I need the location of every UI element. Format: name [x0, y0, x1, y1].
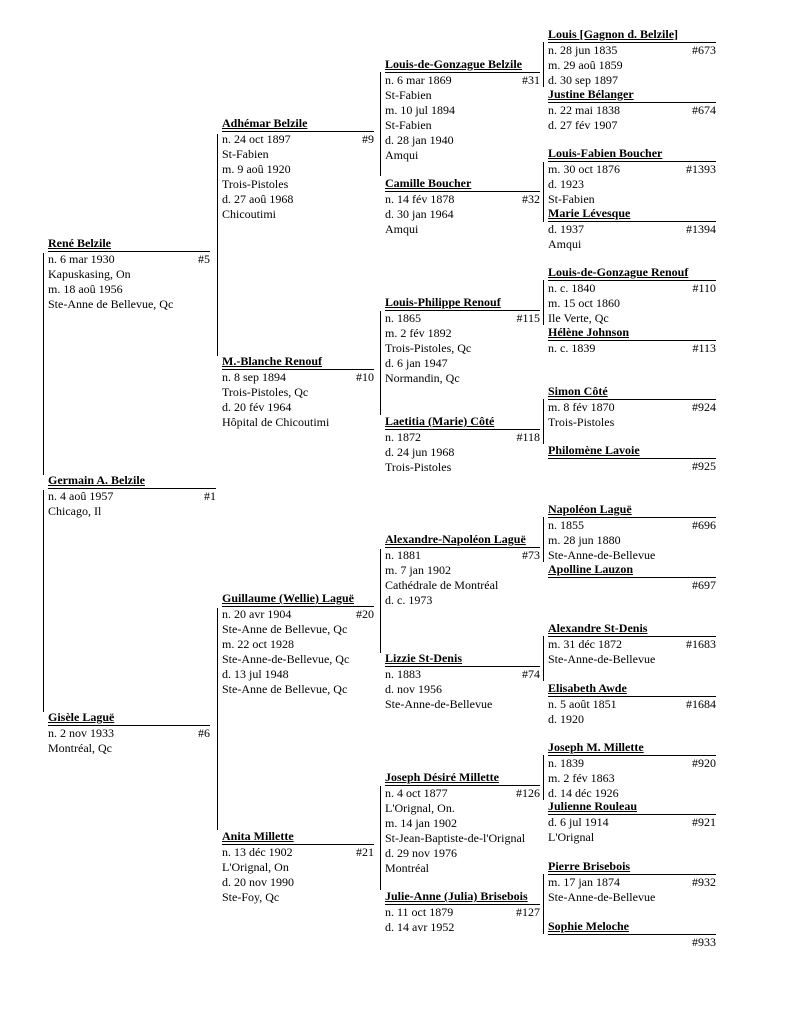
person-number: #127	[516, 905, 540, 919]
person-detail: Kapuskasing, On	[48, 267, 131, 281]
person-detail-line	[222, 875, 374, 890]
person-name: Lizzie St-Denis	[385, 651, 462, 665]
person-detail-line	[48, 251, 210, 267]
person-detail: Ste-Anne de Bellevue, Qc	[222, 682, 348, 696]
person-detail-line	[385, 88, 540, 103]
person-detail-line	[548, 533, 716, 548]
person-detail: d. 14 avr 1952	[385, 920, 455, 934]
person-box	[385, 295, 540, 386]
person-detail: Ste-Anne de Bellevue, Qc	[222, 622, 348, 636]
person-name: Julienne Rouleau	[548, 799, 638, 813]
person-detail-line	[222, 385, 374, 400]
connector-line	[543, 399, 544, 444]
person-detail-line	[222, 622, 374, 637]
person-name: Julie-Anne (Julia) Brisebois	[385, 889, 528, 903]
person-box	[548, 859, 716, 905]
person-box	[548, 27, 716, 88]
person-detail: m. 22 oct 1928	[222, 637, 294, 651]
person-detail: d. 27 aoû 1968	[222, 192, 294, 206]
person-detail: L'Orignal, On	[222, 860, 289, 874]
person-detail: n. 4 aoû 1957	[48, 489, 114, 503]
person-box	[548, 740, 716, 801]
person-detail-line	[385, 578, 540, 593]
person-name: Alexandre St-Denis	[548, 621, 648, 635]
person-detail: St-Fabien	[385, 118, 432, 132]
person-detail: m. 31 déc 1872	[548, 637, 622, 651]
person-detail-line	[548, 296, 716, 311]
person-detail: n. 5 août 1851	[548, 697, 617, 711]
person-detail: Ste-Anne de Bellevue, Qc	[48, 297, 174, 311]
person-detail: m. 14 jan 1902	[385, 816, 457, 830]
person-detail: d. 14 déc 1926	[548, 786, 619, 800]
person-detail: n. 20 avr 1904	[222, 607, 292, 621]
person-name: Simon Côté	[548, 384, 608, 398]
person-detail: d. 13 jul 1948	[222, 667, 289, 681]
connector-line	[380, 549, 381, 653]
person-number: #697	[692, 578, 716, 592]
person-detail-line	[385, 148, 540, 163]
person-detail: d. 1923	[548, 177, 584, 191]
person-detail: n. 2 nov 1933	[48, 726, 114, 740]
person-detail-line	[385, 816, 540, 831]
person-detail: Ile Verte, Qc	[548, 311, 609, 325]
person-detail-line	[222, 606, 374, 622]
person-detail: d. 29 nov 1976	[385, 846, 457, 860]
person-box	[48, 236, 210, 312]
person-detail-line	[222, 147, 374, 162]
person-number: #933	[692, 935, 716, 949]
person-number: #696	[692, 518, 716, 532]
person-detail-line	[385, 785, 540, 801]
person-detail: Trois-Pistoles, Qc	[222, 385, 309, 399]
person-name: Louis-de-Gonzague Belzile	[385, 57, 522, 71]
person-box	[548, 206, 716, 252]
person-number: #673	[692, 43, 716, 57]
person-detail-line	[385, 831, 540, 846]
person-detail-line	[48, 267, 210, 282]
person-number: #925	[692, 459, 716, 473]
person-detail: Trois-Pistoles	[222, 177, 289, 191]
person-box	[222, 829, 374, 905]
person-detail-line	[548, 118, 716, 133]
person-detail-line	[548, 399, 716, 415]
person-detail: n. 28 jun 1835	[548, 43, 618, 57]
person-number: #31	[522, 73, 540, 87]
person-detail-line	[385, 460, 540, 475]
person-box	[548, 384, 716, 430]
person-name: Marie Lévesque	[548, 206, 631, 220]
person-detail-line	[548, 73, 716, 88]
person-detail-line	[548, 517, 716, 533]
person-detail-line	[385, 904, 540, 920]
person-name: Louis-Philippe Renouf	[385, 295, 501, 309]
person-detail: d. 30 sep 1897	[548, 73, 618, 87]
person-name: Hélène Johnson	[548, 325, 630, 339]
person-detail: n. 14 fév 1878	[385, 192, 455, 206]
person-detail-line	[222, 415, 374, 430]
person-detail-line	[548, 755, 716, 771]
person-box	[385, 889, 540, 935]
person-detail-line	[48, 297, 210, 312]
person-name: Camille Boucher	[385, 176, 472, 190]
connector-line	[380, 311, 381, 415]
person-detail: n. 8 sep 1894	[222, 370, 286, 384]
person-number: #20	[356, 607, 374, 621]
person-detail: d. 1920	[548, 712, 584, 726]
person-detail: Cathédrale de Montréal	[385, 578, 499, 592]
person-detail: Amqui	[385, 148, 419, 162]
person-detail-line	[548, 340, 716, 356]
person-detail: n. 1855	[548, 518, 584, 532]
person-detail: n. c. 1839	[548, 341, 596, 355]
person-detail: L'Orignal	[548, 830, 595, 844]
person-name: Anita Millette	[222, 829, 294, 843]
person-detail-line	[385, 310, 540, 326]
connector-line	[543, 162, 544, 222]
person-box	[385, 414, 540, 475]
person-detail-line	[548, 192, 716, 207]
person-detail-line	[385, 861, 540, 876]
connector-line	[543, 636, 544, 681]
person-detail-line	[548, 771, 716, 786]
person-detail: m. 17 jan 1874	[548, 875, 620, 889]
person-detail-line	[222, 667, 374, 682]
person-detail-line	[548, 652, 716, 667]
person-detail: n. 1872	[385, 430, 421, 444]
person-detail: m. 10 jul 1894	[385, 103, 456, 117]
person-detail: m. 29 aoû 1859	[548, 58, 623, 72]
person-detail-line	[48, 725, 210, 741]
person-detail-line	[548, 221, 716, 237]
person-number: #674	[692, 103, 716, 117]
person-box	[548, 502, 716, 563]
person-detail: d. c. 1973	[385, 593, 433, 607]
person-detail-line	[385, 697, 540, 712]
person-number: #1	[204, 489, 216, 503]
person-detail-line	[548, 712, 716, 727]
person-name: René Belzile	[48, 236, 111, 250]
person-detail: d. 20 nov 1990	[222, 875, 294, 889]
person-box	[385, 176, 540, 237]
person-detail: m. 2 fév 1892	[385, 326, 452, 340]
person-number: #115	[516, 311, 540, 325]
person-name: M.-Blanche Renouf	[222, 354, 322, 368]
person-detail-line	[548, 636, 716, 652]
person-detail: Montréal	[385, 861, 429, 875]
person-detail: n. 24 oct 1897	[222, 132, 291, 146]
person-number: #10	[356, 370, 374, 384]
person-detail-line	[385, 191, 540, 207]
person-detail: m. 2 fév 1863	[548, 771, 615, 785]
connector-line	[543, 517, 544, 562]
connector-line	[43, 253, 44, 475]
person-detail-line	[385, 920, 540, 935]
person-box	[548, 562, 716, 593]
connector-line	[543, 755, 544, 800]
person-number: #1394	[686, 222, 716, 236]
person-detail: L'Orignal, On.	[385, 801, 455, 815]
person-detail: Ste-Anne-de-Bellevue	[548, 890, 656, 904]
person-detail-line	[385, 341, 540, 356]
person-detail-line	[385, 666, 540, 682]
person-detail-line	[548, 874, 716, 890]
person-detail: St-Fabien	[548, 192, 595, 206]
person-box	[48, 710, 210, 756]
person-detail: d. 1937	[548, 222, 584, 236]
person-detail: Hôpital de Chicoutimi	[222, 415, 330, 429]
person-name: Napoléon Laguë	[548, 502, 632, 516]
person-number: #1684	[686, 697, 716, 711]
person-name: Apolline Lauzon	[548, 562, 634, 576]
person-detail-line	[222, 890, 374, 905]
person-detail-line	[548, 161, 716, 177]
person-detail-line	[548, 415, 716, 430]
person-name: Sophie Meloche	[548, 919, 629, 933]
person-detail-line	[385, 682, 540, 697]
person-number: #110	[692, 281, 716, 295]
person-detail-line	[222, 400, 374, 415]
person-detail-line	[385, 429, 540, 445]
person-detail: Normandin, Qc	[385, 371, 460, 385]
person-detail: Ste-Anne-de-Bellevue	[548, 548, 656, 562]
connector-line	[380, 72, 381, 176]
person-box	[548, 919, 716, 950]
person-number: #1393	[686, 162, 716, 176]
person-detail-line	[548, 548, 716, 563]
person-box	[222, 116, 374, 222]
person-name: Louis [Gagnon d. Belzile]	[548, 27, 679, 41]
person-detail-line	[222, 207, 374, 222]
person-detail: d. 6 jan 1947	[385, 356, 448, 370]
person-detail: Amqui	[385, 222, 419, 236]
person-detail-line	[548, 934, 716, 950]
person-name: Elisabeth Awde	[548, 681, 627, 695]
person-detail-line	[48, 488, 216, 504]
person-detail-line	[222, 652, 374, 667]
person-box	[548, 443, 716, 474]
person-detail: Chicago, Il	[48, 504, 102, 518]
person-detail-line	[548, 814, 716, 830]
person-number: #126	[516, 786, 540, 800]
person-detail-line	[548, 42, 716, 58]
connector-line	[380, 786, 381, 890]
connector-line	[217, 608, 218, 830]
person-number: #113	[692, 341, 716, 355]
person-detail-line	[222, 844, 374, 860]
person-detail: m. 18 aoû 1956	[48, 282, 123, 296]
person-detail: d. 6 jul 1914	[548, 815, 609, 829]
person-detail: Ste-Anne-de-Bellevue	[548, 652, 656, 666]
connector-line	[543, 280, 544, 325]
person-detail: Montréal, Qc	[48, 741, 112, 755]
person-box	[385, 770, 540, 876]
person-detail-line	[222, 192, 374, 207]
person-name: Justine Bélanger	[548, 87, 634, 101]
person-detail-line	[548, 280, 716, 296]
person-detail-line	[385, 445, 540, 460]
person-detail-line	[385, 207, 540, 222]
person-name: Louis-Fabien Boucher	[548, 146, 663, 160]
connector-line	[217, 134, 218, 356]
person-detail-line	[385, 371, 540, 386]
person-detail-line	[222, 860, 374, 875]
person-detail: Amqui	[548, 237, 582, 251]
person-number: #6	[198, 726, 210, 740]
person-number: #932	[692, 875, 716, 889]
person-number: #21	[356, 845, 374, 859]
person-detail: n. 13 déc 1902	[222, 845, 293, 859]
person-detail: n. 1865	[385, 311, 421, 325]
person-number: #74	[522, 667, 540, 681]
person-box	[48, 473, 216, 519]
person-box	[222, 354, 374, 430]
person-number: #32	[522, 192, 540, 206]
person-detail: m. 8 fév 1870	[548, 400, 615, 414]
person-number: #73	[522, 548, 540, 562]
person-number: #1683	[686, 637, 716, 651]
person-detail-line	[385, 133, 540, 148]
person-detail: n. 6 mar 1869	[385, 73, 452, 87]
person-detail: n. 11 oct 1879	[385, 905, 454, 919]
person-detail: d. 30 jan 1964	[385, 207, 454, 221]
person-detail-line	[548, 577, 716, 593]
person-detail-line	[548, 311, 716, 326]
person-detail-line	[548, 458, 716, 474]
person-box	[548, 681, 716, 727]
person-detail-line	[222, 369, 374, 385]
person-number: #920	[692, 756, 716, 770]
connector-line	[43, 490, 44, 712]
person-detail: d. nov 1956	[385, 682, 442, 696]
person-detail-line	[548, 177, 716, 192]
person-box	[385, 651, 540, 712]
person-box	[548, 265, 716, 326]
person-detail-line	[548, 696, 716, 712]
person-detail: m. 7 jan 1902	[385, 563, 451, 577]
person-detail: n. 6 mar 1930	[48, 252, 115, 266]
person-name: Louis-de-Gonzague Renouf	[548, 265, 689, 279]
person-box	[548, 146, 716, 207]
person-name: Joseph M. Millette	[548, 740, 644, 754]
person-box	[385, 532, 540, 608]
person-detail: m. 9 aoû 1920	[222, 162, 291, 176]
person-detail-line	[222, 162, 374, 177]
person-number: #9	[362, 132, 374, 146]
person-detail-line	[222, 682, 374, 697]
connector-line	[543, 42, 544, 87]
person-detail: Trois-Pistoles	[548, 415, 615, 429]
person-name: Pierre Brisebois	[548, 859, 631, 873]
person-detail: m. 15 oct 1860	[548, 296, 620, 310]
person-detail: Trois-Pistoles	[385, 460, 452, 474]
person-detail-line	[548, 890, 716, 905]
person-box	[222, 591, 374, 697]
person-detail-line	[48, 282, 210, 297]
person-detail-line	[385, 547, 540, 563]
person-name: Alexandre-Napoléon Laguë	[385, 532, 526, 546]
person-name: Adhémar Belzile	[222, 116, 308, 130]
person-name: Gisèle Laguë	[48, 710, 115, 724]
person-number: #921	[692, 815, 716, 829]
person-detail-line	[385, 593, 540, 608]
person-detail: n. c. 1840	[548, 281, 596, 295]
person-detail: n. 1881	[385, 548, 421, 562]
person-detail: d. 24 jun 1968	[385, 445, 455, 459]
person-name: Laetitia (Marie) Côté	[385, 414, 495, 428]
person-detail-line	[48, 504, 216, 519]
person-detail: Trois-Pistoles, Qc	[385, 341, 472, 355]
person-box	[548, 87, 716, 133]
person-box	[548, 799, 716, 845]
person-detail-line	[222, 637, 374, 652]
person-detail: n. 1839	[548, 756, 584, 770]
person-name: Germain A. Belzile	[48, 473, 145, 487]
person-detail-line	[385, 801, 540, 816]
person-detail: n. 4 oct 1877	[385, 786, 448, 800]
person-number: #118	[516, 430, 540, 444]
person-detail: n. 22 mai 1838	[548, 103, 620, 117]
person-detail: Ste-Foy, Qc	[222, 890, 280, 904]
person-detail-line	[548, 102, 716, 118]
person-detail: St-Jean-Baptiste-de-l'Orignal	[385, 831, 526, 845]
person-detail: d. 20 fév 1964	[222, 400, 292, 414]
person-detail-line	[48, 741, 210, 756]
person-detail-line	[385, 563, 540, 578]
person-detail: m. 30 oct 1876	[548, 162, 620, 176]
person-detail-line	[222, 177, 374, 192]
person-detail: m. 28 jun 1880	[548, 533, 621, 547]
person-detail-line	[385, 118, 540, 133]
person-detail: St-Fabien	[385, 88, 432, 102]
person-name: Joseph Désiré Millette	[385, 770, 499, 784]
person-box	[548, 325, 716, 356]
person-detail: Chicoutimi	[222, 207, 276, 221]
person-detail: n. 1883	[385, 667, 421, 681]
person-detail: Ste-Anne-de-Bellevue	[385, 697, 493, 711]
person-detail-line	[385, 846, 540, 861]
person-detail-line	[548, 830, 716, 845]
person-number: #5	[198, 252, 210, 266]
person-name: Guillaume (Wellie) Laguë	[222, 591, 354, 605]
person-detail-line	[385, 72, 540, 88]
person-detail-line	[222, 131, 374, 147]
person-detail-line	[385, 103, 540, 118]
person-detail-line	[548, 237, 716, 252]
person-number: #924	[692, 400, 716, 414]
person-detail-line	[385, 222, 540, 237]
person-box	[548, 621, 716, 667]
person-detail: Ste-Anne-de-Bellevue, Qc	[222, 652, 350, 666]
person-detail-line	[548, 58, 716, 73]
person-detail: St-Fabien	[222, 147, 269, 161]
person-detail-line	[385, 356, 540, 371]
person-detail: d. 27 fév 1907	[548, 118, 618, 132]
person-detail-line	[385, 326, 540, 341]
person-name: Philomène Lavoie	[548, 443, 640, 457]
person-detail: d. 28 jan 1940	[385, 133, 454, 147]
connector-line	[543, 874, 544, 934]
person-box	[385, 57, 540, 163]
